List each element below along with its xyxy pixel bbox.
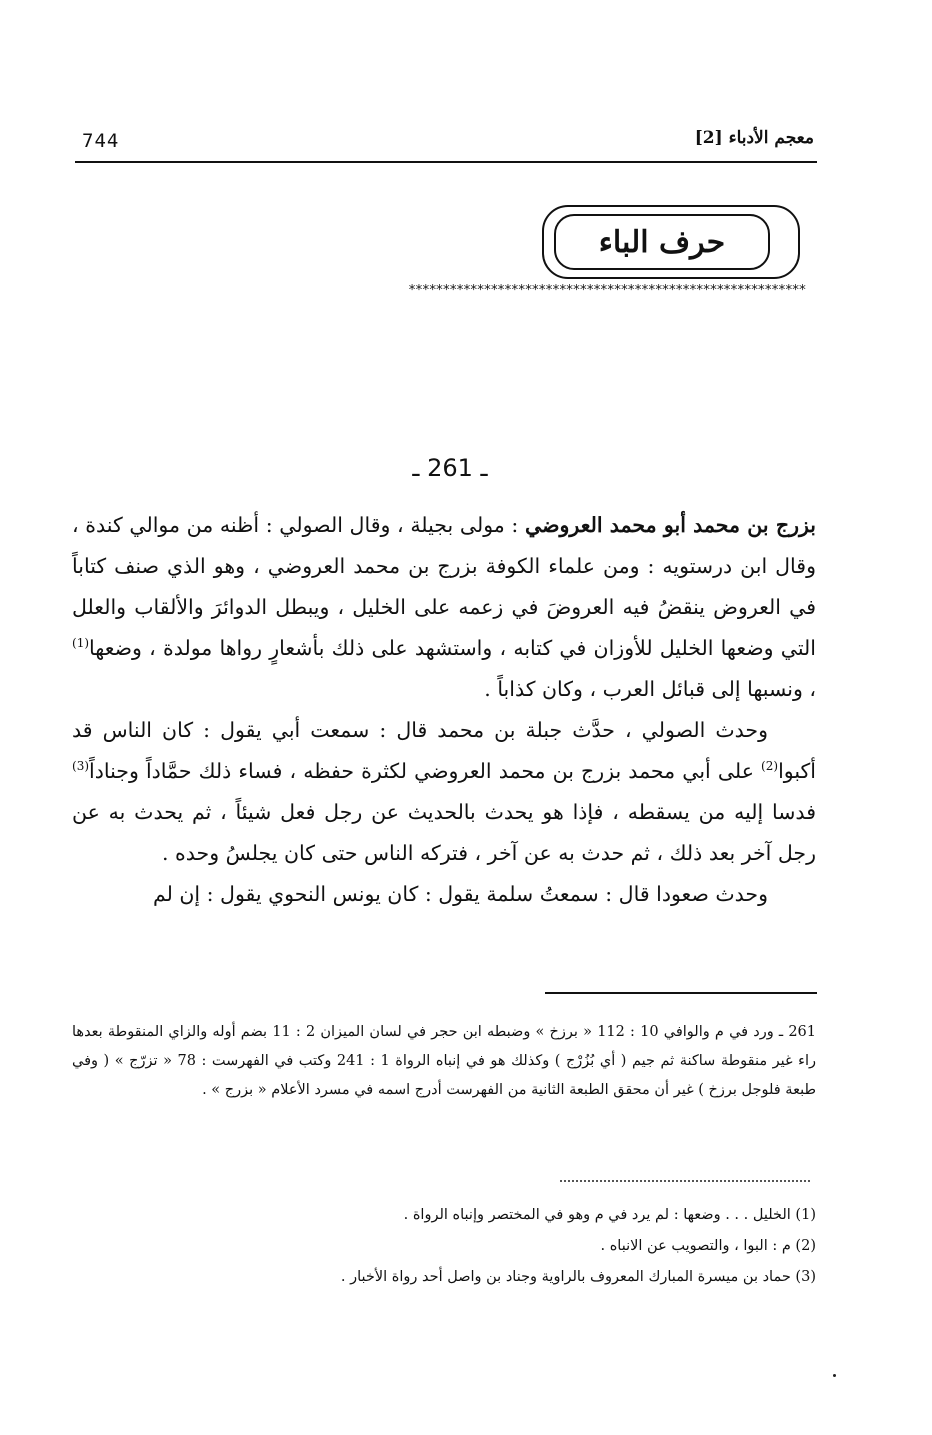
footnote-ref-2: (2) xyxy=(761,759,779,774)
entry-number: ـ 261 ـ xyxy=(412,454,488,482)
ink-speck xyxy=(833,1374,836,1377)
running-title: معجم الأدباء [2] xyxy=(694,128,814,148)
footnote-3: (3) حماد بن ميسرة المبارك المعروف بالراوية وجناد بن واصل أحد رواة الأخبار . xyxy=(340,1269,816,1285)
footnotes xyxy=(160,1200,816,1293)
footnote-ref-1: (1) xyxy=(72,636,90,651)
entry-paragraph-2: وحدث الصولي ، حدَّث جبلة بن محمد قال : سمعت أبي يقول : كان الناس قد أكبوا$^{(2)}$ على أبي محمد بزرج بن محمد العروضي لكثرة حفظه ، فساء ذلك حمَّاداً وجناداً$^{(3)}$ فدسا إليه من يسقطه ، فإذا هو يحدث بالحديث عن رجل فعل شيئاً ، ثم يحدث به عن رجل آخر بعد ذلك ، ثم حدث به عن آخر ، فتركه الناس حتى كان يجلسُ وحده . xyxy=(72,718,816,865)
page-number: 744 xyxy=(82,130,120,152)
footnote-2: (2) م : البوا ، والتصويب عن الانباه . xyxy=(600,1238,816,1254)
entry-name: بزرج بن محمد أبو محمد العروضي xyxy=(524,513,816,537)
entry-paragraph-3: وحدث صعودا قال : سمعتُ سلمة يقول : كان يونس النحوي يقول : إن لم xyxy=(152,882,768,906)
footnotes-separator xyxy=(560,1180,810,1182)
notes-separator xyxy=(545,992,817,994)
footnote-1: (1) الخليل . . . وضعها : لم يرد في م وهو في المختصر وإنباه الرواة . xyxy=(403,1207,816,1223)
entry-body xyxy=(72,505,816,915)
entry-paragraph-1: بزرج بن محمد أبو محمد العروضي : مولى بجيلة ، وقال الصولي : أظنه من موالي كندة ، وقال ابن درستويه : ومن علماء الكوفة بزرج بن محمد العروضي ، وهو الذي صنف كتاباً في العروض ينقضُ فيه العروضَ في زعمه على الخليل ، ويبطل الدوائرَ والألقاب والعلل التي وضعها الخليل للأوزان في كتابه ، واستشهد على ذلك بأشعارٍ رواها مولدة ، وضعها$^{(1)}$ ، ونسبها إلى قبائل العرب ، وكان كذاباً . xyxy=(72,513,816,701)
editor-commentary: 261 ـ ورد في م والوافي 10 : 112 « برزخ » وضبطه ابن حجر في لسان الميزان 2 : 11 بضم أوله والزاي المنقوطة بعدها راء غير منقوطة ساكنة ثم جيم ( أي بُزُرْج ) وكذلك هو في إنباه الرواة 1 : 241 وكتب في الفهرست : 78 « تزرّج » ( وفي طبعة فلوجل برزخ ) غير أن محقق الطبعة الثانية من الفهرست أدرج اسمه في مسرد الأعلام « بزرج » . xyxy=(72,1024,817,1098)
chapter-title: حرف الباء xyxy=(554,214,770,270)
footnote-ref-3: (3) xyxy=(72,759,90,774)
page-header xyxy=(72,126,814,160)
asterisk-ornament-divider: ********************************************************** xyxy=(408,283,806,298)
header-rule xyxy=(75,161,817,163)
